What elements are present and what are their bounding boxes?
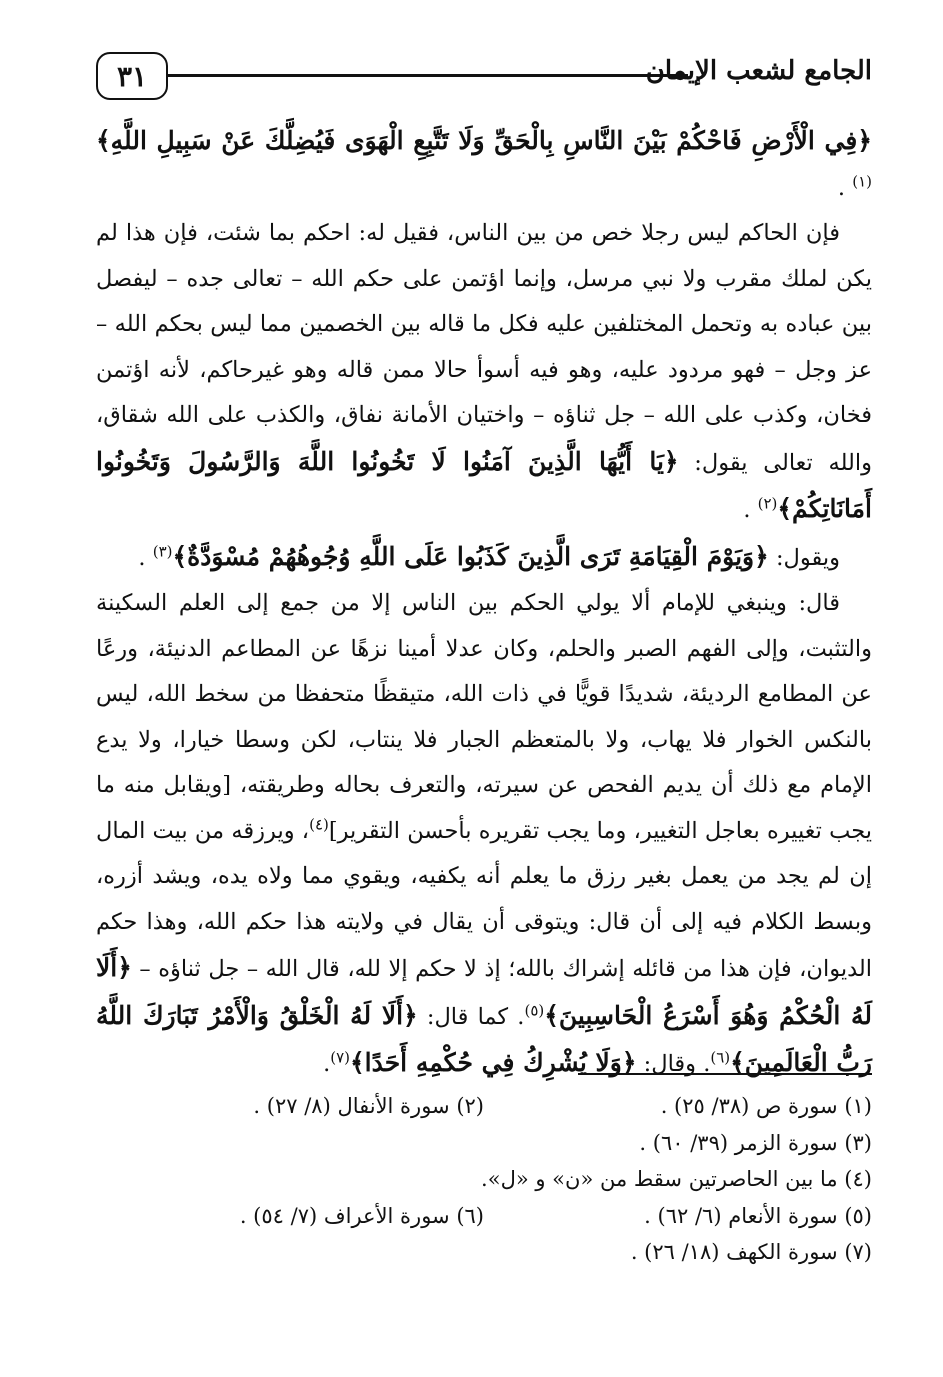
footnote-ref: (٧) <box>330 1048 350 1067</box>
quran-verse: ﴿يَا أَيُّهَا الَّذِينَ آمَنُوا لَا تَخُونُوا اللَّهَ وَالرَّسُولَ وَتَخُونُوا أَمَانَاتِكُمْ﴾ <box>96 446 872 523</box>
paragraph-3 <box>96 534 872 582</box>
footnote-row <box>96 1125 872 1162</box>
page-header <box>96 52 872 104</box>
paragraph-4 <box>96 581 872 1088</box>
punctuation: . <box>323 1051 331 1077</box>
header-rule <box>168 74 688 77</box>
footnote-7: (٧) سورة الكهف (١٨/ ٢٦) . <box>630 1240 872 1264</box>
punctuation: . <box>743 497 751 523</box>
running-title: الجامع لشعب الإيمان <box>645 56 872 86</box>
footnote-6: (٦) سورة الأعراف (٧/ ٥٤) . <box>239 1203 484 1228</box>
punctuation: . <box>837 174 846 201</box>
punctuation: . <box>138 544 146 571</box>
quran-verse: ﴿فِي الْأَرْضِ فَاحْكُمْ بَيْنَ النَّاسِ بِالْحَقِّ وَلَا تَتَّبِعِ الْهَوَى فَيُضِلَّكَ عَنْ سَبِيلِ اللَّهِ﴾ <box>96 126 872 155</box>
paragraph-text: ويقول: <box>775 544 840 571</box>
footnote-row <box>96 1198 872 1235</box>
main-text <box>96 118 872 1088</box>
quran-verse: ﴿أَلَا لَهُ الْخَلْقُ وَالْأَمْرُ تَبَارَكَ اللَّهُ رَبُّ الْعَالَمِينَ﴾ <box>96 1000 872 1077</box>
footnote-2: (٢) سورة الأنفال (٨/ ٢٧) . <box>253 1094 484 1118</box>
footnote-row <box>96 1161 872 1198</box>
footnote-1: (١) سورة ص (٣٨/ ٢٥) . <box>660 1094 872 1118</box>
quran-verse: ﴿وَلَا يُشْرِكُ فِي حُكْمِهِ أَحَدًا﴾ <box>350 1048 637 1077</box>
footnote-5: (٥) سورة الأنعام (٦/ ٦٢) . <box>644 1203 872 1228</box>
paragraph-text: فإن الحاكم ليس رجلا خص من بين الناس، فقيل له: احكم بما شئت، فإن هذا لم يكن لملك مقرب ولا نبي مرسل، وإنما اؤتمن على حكم الله – تعالى جده – ليفصل بين عباده به وتحمل المختلفين عليه فكل ما قاله بين الخصمين مما ليس بحكم الله – عز وجل – فهو مردود عليه، وهو فيه أسوأ حالا ممن قاله وهو غيرحاكم، لأنه اؤتمن فخان، وكذب على الله – جل ثناؤه – واختيان الأمانة نفاق، والكذب على الله شقاق، والله تعالى يقول: <box>96 220 872 476</box>
paragraph-1 <box>96 118 872 211</box>
footnote-3: (٣) سورة الزمر (٣٩/ ٦٠) . <box>639 1130 872 1155</box>
footnotes <box>96 1088 872 1271</box>
footnote-ref: (٣) <box>152 542 173 560</box>
paragraph-text: قال: وينبغي للإمام ألا يولي الحكم بين الناس إلا من جمع إلى العلم السكينة والتثبت، وإلى الفهم الصبر والحلم، وكان عدلا أمينا نزهًا عن المطاعم الدنيئة، ورعًا عن المطامع الرديئة، شديدًا قويًّا في ذات الله، متيقظًا متحفظا من سخط الله، ليس بالنكس الخوار فلا يهاب، ولا بالمتعظم الجبار فلا ينتاب، لكن وسطا خيارا، ولا يدع الإمام مع ذلك أن يديم الفحص عن سيرته، والتعرف بحاله وطريقته، [ويقابل منه ما يجب تغييره بعاجل التغيير، وما يجب تقريره بأحسن التقرير] <box>96 590 872 844</box>
paragraph-text: ، ويرزقه من بيت المال إن لم يجد من يعمل بغير رزق ما يعلم أنه يكفيه، ويقوي مما ولاه يده، ويشد أزره، وبسط الكلام فيه إلى أن قال: ويتوقى أن يقال في ولايته هذا حكم الله، وهذا حكم الديوان، فإن هذا من قائله إشراك بالله؛ إذ لا حكم إلا لله، قال الله – جل ثناؤه – <box>96 817 872 982</box>
footnote-row <box>96 1234 872 1271</box>
footnote-ref: (٤) <box>309 815 329 833</box>
quran-verse: ﴿وَيَوْمَ الْقِيَامَةِ تَرَى الَّذِينَ كَذَبُوا عَلَى اللَّهِ وُجُوهُهُمْ مُسْوَدَّةٌ﴾ <box>172 541 769 571</box>
footnote-ref: (٥) <box>524 1001 545 1019</box>
quran-verse: ﴿أَلَا لَهُ الْحُكْمُ وَهُوَ أَسْرَعُ الْحَاسِبِينَ﴾ <box>96 953 873 1030</box>
page-number: ٣١ <box>96 52 168 100</box>
paragraph-text: . وقال: <box>643 1051 711 1077</box>
paragraph-text: . كما قال: <box>426 1003 525 1030</box>
footnote-ref: (١) <box>852 172 872 190</box>
footnote-ref: (٦) <box>710 1048 731 1067</box>
footnote-4: (٤) ما بين الحاصرتين سقط من «ن» و «ل». <box>481 1167 872 1191</box>
paragraph-2 <box>96 211 872 534</box>
footnote-row <box>96 1088 872 1125</box>
footnote-separator <box>578 1073 872 1075</box>
footnote-ref: (٢) <box>757 494 778 513</box>
